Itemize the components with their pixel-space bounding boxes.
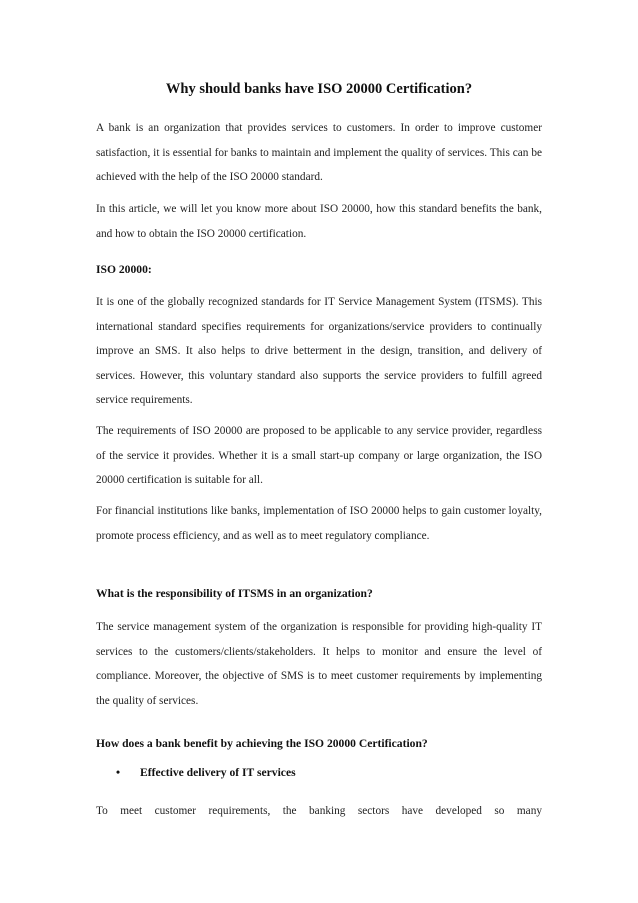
section-heading-iso-20000: ISO 20000: (96, 263, 152, 276)
section-1-paragraph-3: For financial institutions like banks, implementation of ISO 20000 helps to gain customer loyalty, promote process efficiency, and as well as to meet regulatory compliance. (96, 505, 542, 542)
bullet-item-label: Effective delivery of IT services (140, 766, 296, 779)
section-heading-itsms-responsibility: What is the responsibility of ITSMS in an organization? (96, 587, 373, 600)
section-1-paragraph-1: It is one of the globally recognized standards for IT Service Management System (ITSMS). This international standard specifies requirements for organizations/service providers to continually improve an SMS. It also helps to drive betterment in the design, transition, and delivery of services. However, this voluntary standard also supports the service providers to fulfill agreed service requirements. (96, 296, 542, 406)
intro-paragraph-1: A bank is an organization that provides services to customers. In order to improve customer satisfaction, it is essential for banks to maintain and implement the quality of services. This can be achieved with the help of the ISO 20000 standard. (96, 122, 542, 183)
bullet-icon: • (116, 766, 121, 779)
section-2-paragraph-1: The service management system of the organization is responsible for providing high-quality IT services to the customers/clients/stakeholders. It helps to monitor and ensure the level of compliance. Moreover, the objective of SMS is to meet customer requirements by implementing the quality of services. (96, 621, 542, 707)
section-3-paragraph-1: To meet customer requirements, the banking sectors have developed so many (96, 805, 542, 817)
section-heading-bank-benefit: How does a bank benefit by achieving the ISO 20000 Certification? (96, 737, 428, 750)
document-title: Why should banks have ISO 20000 Certification? (165, 81, 473, 97)
section-1-paragraph-2: The requirements of ISO 20000 are proposed to be applicable to any service provider, regardless of the service it provides. Whether it is a small start-up company or large organization, the ISO 20000 certification is suitable for all. (96, 425, 542, 486)
bullet-item-effective-delivery (116, 764, 536, 782)
intro-paragraph-2: In this article, we will let you know more about ISO 20000, how this standard benefits the bank, and how to obtain the ISO 20000 certification. (96, 203, 542, 240)
